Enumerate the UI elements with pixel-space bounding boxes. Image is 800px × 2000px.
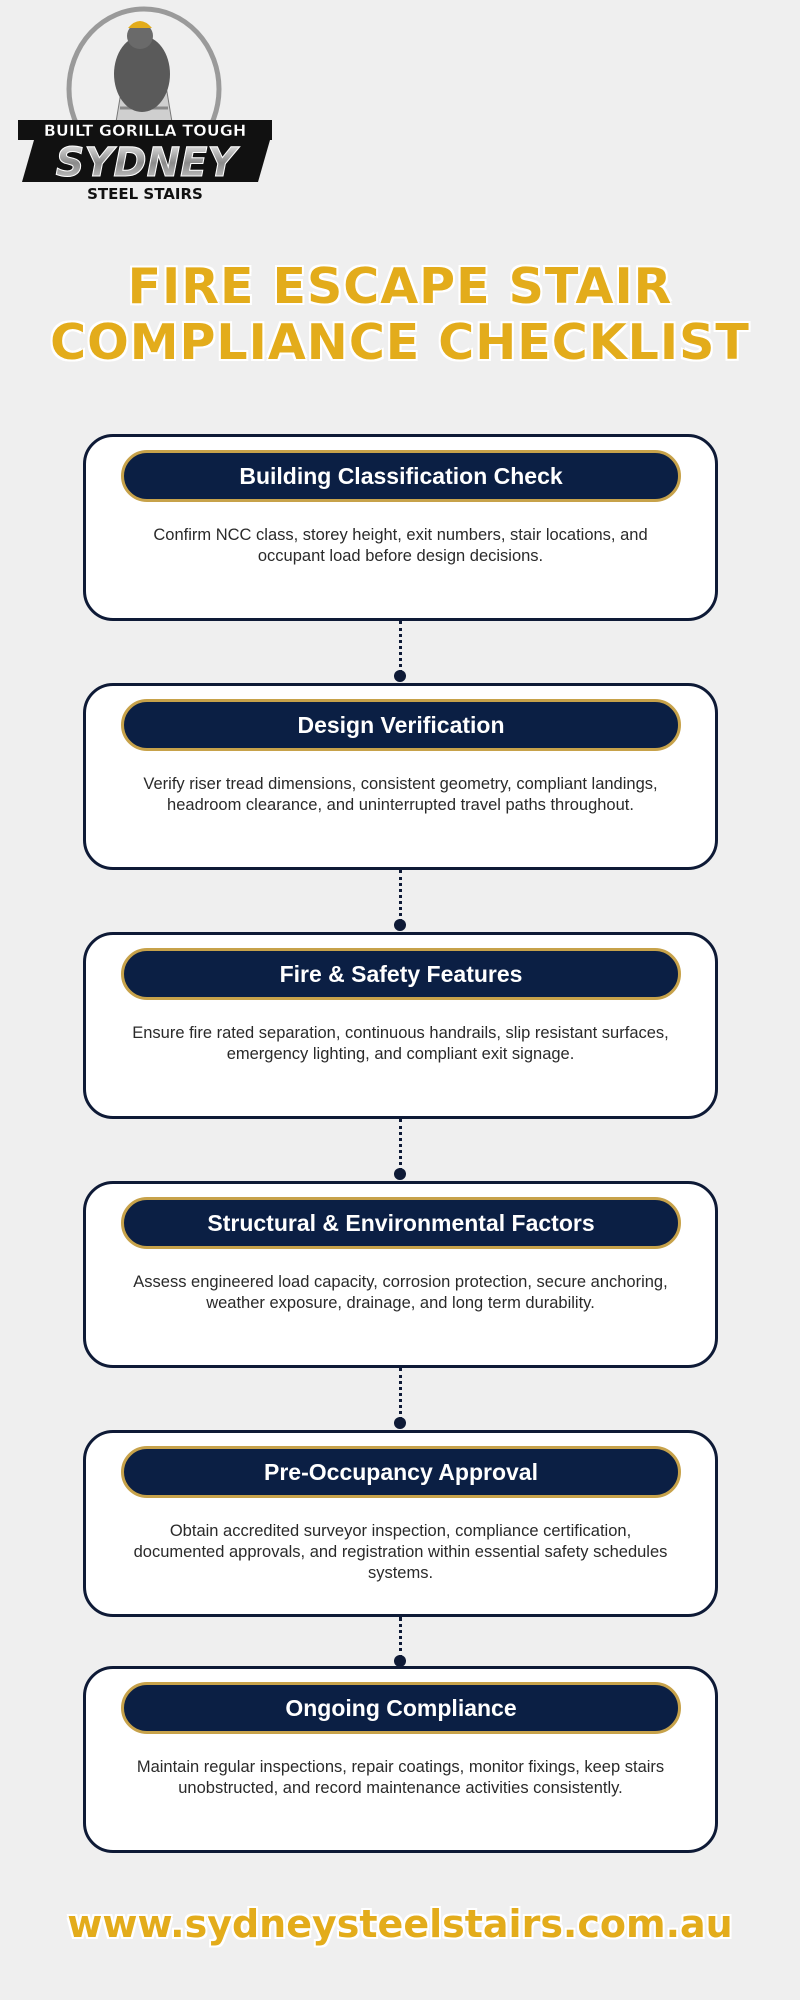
card-heading: Building Classification Check [121,450,681,502]
website-url[interactable]: www.sydneysteelstairs.com.au [67,1902,733,1946]
checklist-card-ongoing-compliance [83,1666,718,1853]
connector-dot [394,1417,406,1429]
card-description: Obtain accredited surveyor inspection, compliance certification, documented approvals, and registration within essential safety schedules systems. [133,1522,668,1582]
card-heading: Structural & Environmental Factors [121,1197,681,1249]
connector-dot [394,919,406,931]
logo-tagline: BUILT GORILLA TOUGH [43,121,247,140]
card-heading: Ongoing Compliance [121,1682,681,1734]
card-description: Assess engineered load capacity, corrosion protection, secure anchoring, weather exposure, drainage, and long term durability. [133,1273,668,1312]
connector-dot [394,670,406,682]
connector-line [399,621,402,673]
card-heading: Design Verification [121,699,681,751]
checklist-card-design-verification [83,683,718,870]
card-description: Confirm NCC class, storey height, exit numbers, stair locations, and occupant load before design decisions. [153,526,648,565]
card-heading: Fire & Safety Features [121,948,681,1000]
connector-line [399,870,402,922]
page-title-line-2: COMPLIANCE CHECKLIST [50,314,750,371]
connector-line [399,1617,402,1659]
card-description: Verify riser tread dimensions, consistent geometry, compliant landings, headroom clearance, and uninterrupted travel paths throughout. [143,775,658,814]
card-description: Ensure fire rated separation, continuous handrails, slip resistant surfaces, emergency lighting, and compliant exit signage. [132,1024,669,1063]
page-title-line-1: FIRE ESCAPE STAIR [127,258,673,315]
card-description: Maintain regular inspections, repair coatings, monitor fixings, keep stairs unobstructed, and record maintenance activities consistently. [136,1758,665,1797]
company-logo [14,4,278,204]
checklist-card-building-classification [83,434,718,621]
checklist-card-pre-occupancy [83,1430,718,1617]
logo-subtitle: STEEL STAIRS [87,185,203,203]
gorilla-stairs-logo-icon [14,4,278,204]
card-heading: Pre-Occupancy Approval [121,1446,681,1498]
connector-line [399,1368,402,1420]
logo-name: SYDNEY [55,140,237,186]
connector-dot [394,1168,406,1180]
checklist-card-structural-environmental [83,1181,718,1368]
checklist-card-fire-safety [83,932,718,1119]
connector-line [399,1119,402,1171]
